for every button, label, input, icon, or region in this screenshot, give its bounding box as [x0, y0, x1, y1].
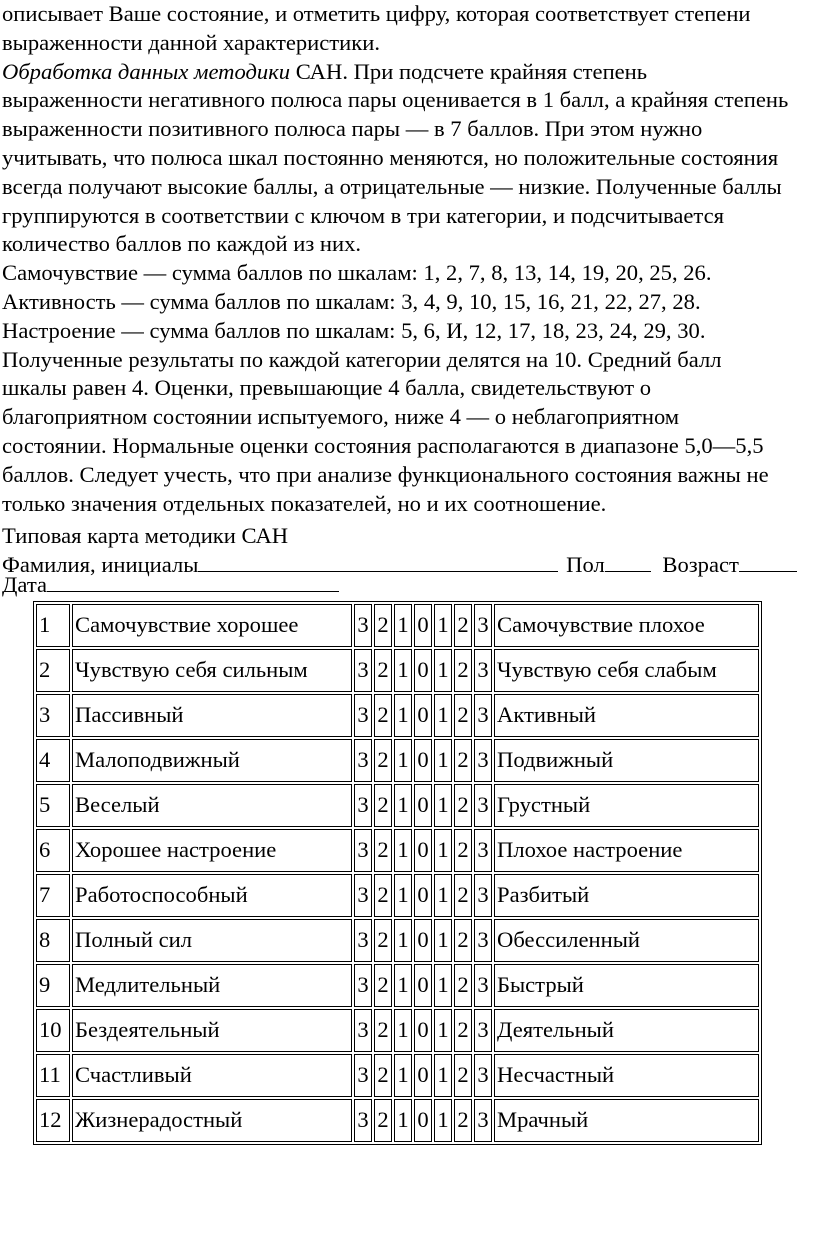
score-cell[interactable]: 3 — [474, 1054, 492, 1097]
right-pole-label: Подвижный — [494, 739, 759, 782]
table-row — [36, 1099, 759, 1142]
score-cell[interactable]: 0 — [414, 919, 432, 962]
score-cell[interactable]: 1 — [394, 739, 412, 782]
table-row — [36, 604, 759, 647]
score-cell[interactable]: 1 — [434, 694, 452, 737]
processing-line: Полученные результаты по каждой категории делятся на 10. Средний балл — [2, 346, 722, 372]
score-cell[interactable]: 3 — [474, 874, 492, 917]
instructions-text — [2, 0, 816, 518]
score-cell[interactable]: 1 — [434, 919, 452, 962]
processing-italic-label: Обработка данных методики — [2, 58, 291, 84]
row-number: 11 — [36, 1054, 70, 1097]
table-row — [36, 919, 759, 962]
score-cell[interactable]: 2 — [374, 784, 392, 827]
left-pole-label: Пассивный — [72, 694, 352, 737]
score-cell[interactable]: 2 — [454, 694, 472, 737]
card-fields — [2, 551, 797, 599]
processing-line: выраженности позитивного полюса пары — в 7 баллов. При этом нужно — [2, 116, 703, 142]
left-pole-label: Работоспособный — [72, 874, 352, 917]
intro-line: описывает Ваше состояние, и отметить цифру, которая соответствует степени — [2, 1, 751, 26]
row-number: 2 — [36, 649, 70, 692]
score-cell[interactable]: 3 — [354, 649, 372, 692]
right-pole-label: Плохое настроение — [494, 829, 759, 872]
processing-line: количество баллов по каждой из них. — [2, 231, 362, 257]
table-row — [36, 784, 759, 827]
left-pole-label: Малоподвижный — [72, 739, 352, 782]
score-cell[interactable]: 1 — [394, 784, 412, 827]
score-cell[interactable]: 3 — [354, 964, 372, 1007]
score-cell[interactable]: 2 — [374, 1054, 392, 1097]
processing-line: только значения отдельных показателей, но и их соотношение. — [2, 490, 607, 516]
score-cell[interactable]: 2 — [454, 739, 472, 782]
intro-line: выраженности данной характеристики. — [2, 29, 380, 55]
row-number: 1 — [36, 604, 70, 647]
score-cell[interactable]: 2 — [454, 649, 472, 692]
score-cell[interactable]: 1 — [434, 1099, 452, 1142]
score-cell[interactable]: 3 — [354, 874, 372, 917]
score-cell[interactable]: 3 — [354, 739, 372, 782]
processing-line: группируются в соответствии с ключом в три категории, и подсчитывается — [2, 202, 724, 228]
score-cell[interactable]: 2 — [374, 919, 392, 962]
score-cell[interactable]: 2 — [374, 649, 392, 692]
score-cell[interactable]: 2 — [374, 1099, 392, 1142]
row-number: 9 — [36, 964, 70, 1007]
date-blank-line[interactable] — [47, 571, 339, 592]
right-pole-label: Мрачный — [494, 1099, 759, 1142]
score-cell[interactable]: 1 — [394, 694, 412, 737]
score-cell[interactable]: 1 — [394, 1054, 412, 1097]
score-cell[interactable]: 1 — [394, 1009, 412, 1052]
left-pole-label: Хорошее настроение — [72, 829, 352, 872]
table-row — [36, 739, 759, 782]
score-cell[interactable]: 1 — [434, 829, 452, 872]
right-pole-label: Обессиленный — [494, 919, 759, 962]
table-row — [36, 649, 759, 692]
score-cell[interactable]: 3 — [474, 1009, 492, 1052]
right-pole-label: Активный — [494, 694, 759, 737]
processing-line: учитывать, что полюса шкал постоянно меняются, но положительные состояния — [2, 144, 779, 170]
score-cell[interactable]: 1 — [394, 919, 412, 962]
processing-line: всегда получают высокие баллы, а отрицательные — низкие. Полученные баллы — [2, 173, 782, 199]
score-cell[interactable]: 2 — [374, 829, 392, 872]
row-number: 5 — [36, 784, 70, 827]
score-cell[interactable]: 3 — [474, 604, 492, 647]
left-pole-label: Полный сил — [72, 919, 352, 962]
score-cell[interactable]: 2 — [454, 1054, 472, 1097]
score-cell[interactable]: 3 — [354, 829, 372, 872]
wellbeing-scales-line: Самочувствие — сумма баллов по шкалам: 1, 2, 7, 8, 13, 14, 19, 20, 25, 26. — [2, 260, 712, 286]
age-label: Возраст — [662, 552, 739, 577]
score-cell[interactable]: 0 — [414, 649, 432, 692]
score-cell[interactable]: 2 — [454, 1099, 472, 1142]
score-cell[interactable]: 1 — [394, 874, 412, 917]
score-cell[interactable]: 0 — [414, 784, 432, 827]
score-cell[interactable]: 3 — [474, 829, 492, 872]
mood-scales-line: Настроение — сумма баллов по шкалам: 5, 6, И, 12, 17, 18, 23, 24, 29, 30. — [2, 317, 706, 343]
score-cell[interactable]: 0 — [414, 1099, 432, 1142]
table-row — [36, 1009, 759, 1052]
score-cell[interactable]: 2 — [454, 784, 472, 827]
score-cell[interactable]: 1 — [434, 1054, 452, 1097]
processing-line: шкалы равен 4. Оценки, превышающие 4 балла, свидетельствуют о — [2, 375, 652, 401]
row-number: 6 — [36, 829, 70, 872]
score-cell[interactable]: 1 — [434, 874, 452, 917]
card-title: Типовая карта методики САН — [2, 523, 289, 548]
score-cell[interactable]: 1 — [394, 964, 412, 1007]
score-cell[interactable]: 3 — [354, 1009, 372, 1052]
score-cell[interactable]: 1 — [434, 784, 452, 827]
score-cell[interactable]: 1 — [434, 739, 452, 782]
processing-first-line-rest: САН. При подсчете крайняя степень — [290, 58, 648, 84]
table-row — [36, 694, 759, 737]
row-number: 4 — [36, 739, 70, 782]
left-pole-label: Бездеятельный — [72, 1009, 352, 1052]
table-row — [36, 829, 759, 872]
score-cell[interactable]: 3 — [354, 919, 372, 962]
left-pole-label: Счастливый — [72, 1054, 352, 1097]
score-cell[interactable]: 1 — [394, 649, 412, 692]
score-cell[interactable]: 0 — [414, 874, 432, 917]
score-cell[interactable]: 2 — [454, 1009, 472, 1052]
table-row — [36, 964, 759, 1007]
score-cell[interactable]: 2 — [374, 694, 392, 737]
score-cell[interactable]: 3 — [354, 694, 372, 737]
score-cell[interactable]: 3 — [354, 1054, 372, 1097]
score-cell[interactable]: 0 — [414, 604, 432, 647]
age-blank-line[interactable] — [739, 551, 797, 572]
processing-line: баллов. Следует учесть, что при анализе функционального состояния важны не — [2, 461, 769, 487]
score-cell[interactable]: 0 — [414, 1054, 432, 1097]
score-cell[interactable]: 3 — [474, 1099, 492, 1142]
score-cell[interactable]: 2 — [374, 604, 392, 647]
processing-line: состоянии. Нормальные оценки состояния располагаются в диапазоне 5,0—5,5 — [2, 432, 764, 458]
score-cell[interactable]: 2 — [454, 829, 472, 872]
left-pole-label: Чувствую себя сильным — [72, 649, 352, 692]
right-pole-label: Чувствую себя слабым — [494, 649, 759, 692]
score-cell[interactable]: 1 — [434, 964, 452, 1007]
score-cell[interactable]: 3 — [354, 1099, 372, 1142]
left-pole-label: Медлительный — [72, 964, 352, 1007]
sex-blank-line[interactable] — [605, 551, 651, 572]
row-number: 8 — [36, 919, 70, 962]
score-cell[interactable]: 1 — [394, 604, 412, 647]
score-cell[interactable]: 0 — [414, 739, 432, 782]
score-cell[interactable]: 2 — [454, 604, 472, 647]
left-pole-label: Самочувствие хорошее — [72, 604, 352, 647]
score-cell[interactable]: 1 — [394, 829, 412, 872]
score-cell[interactable]: 0 — [414, 829, 432, 872]
score-cell[interactable]: 3 — [354, 784, 372, 827]
score-cell[interactable]: 0 — [414, 964, 432, 1007]
score-cell[interactable]: 1 — [434, 649, 452, 692]
right-pole-label: Деятельный — [494, 1009, 759, 1052]
row-number: 7 — [36, 874, 70, 917]
left-pole-label: Веселый — [72, 784, 352, 827]
right-pole-label: Разбитый — [494, 874, 759, 917]
score-cell[interactable]: 2 — [374, 874, 392, 917]
left-pole-label: Жизнерадостный — [72, 1099, 352, 1142]
score-cell[interactable]: 3 — [474, 649, 492, 692]
right-pole-label: Грустный — [494, 784, 759, 827]
right-pole-label: Быстрый — [494, 964, 759, 1007]
activity-scales-line: Активность — сумма баллов по шкалам: 3, 4, 9, 10, 15, 16, 21, 22, 27, 28. — [2, 288, 701, 314]
san-card-table — [33, 601, 762, 1145]
score-cell[interactable]: 1 — [394, 1099, 412, 1142]
date-label: Дата — [2, 572, 48, 597]
sex-label: Пол — [566, 552, 605, 577]
score-cell[interactable]: 2 — [374, 964, 392, 1007]
table-row — [36, 1054, 759, 1097]
score-cell[interactable]: 1 — [434, 604, 452, 647]
row-number: 10 — [36, 1009, 70, 1052]
row-number: 3 — [36, 694, 70, 737]
score-cell[interactable]: 3 — [474, 964, 492, 1007]
score-cell[interactable]: 2 — [454, 919, 472, 962]
score-cell[interactable]: 3 — [474, 784, 492, 827]
score-cell[interactable]: 3 — [474, 694, 492, 737]
processing-line: благоприятном состоянии испытуемого, ниже 4 — о неблагоприятном — [2, 404, 680, 430]
score-cell[interactable]: 2 — [454, 874, 472, 917]
score-cell[interactable]: 2 — [374, 1009, 392, 1052]
score-cell[interactable]: 2 — [374, 739, 392, 782]
score-cell[interactable]: 3 — [474, 919, 492, 962]
processing-line: выраженности негативного полюса пары оценивается в 1 балл, а крайняя степень — [2, 87, 789, 113]
processing-heading-line — [2, 58, 816, 87]
name-label: Фамилия, инициалы — [2, 552, 199, 577]
score-cell[interactable]: 0 — [414, 694, 432, 737]
row-number: 12 — [36, 1099, 70, 1142]
name-blank-line[interactable] — [198, 551, 558, 572]
score-cell[interactable]: 0 — [414, 1009, 432, 1052]
score-cell[interactable]: 3 — [354, 604, 372, 647]
table-row — [36, 874, 759, 917]
score-cell[interactable]: 1 — [434, 1009, 452, 1052]
score-cell[interactable]: 2 — [454, 964, 472, 1007]
right-pole-label: Самочувствие плохое — [494, 604, 759, 647]
right-pole-label: Несчастный — [494, 1054, 759, 1097]
score-cell[interactable]: 3 — [474, 739, 492, 782]
